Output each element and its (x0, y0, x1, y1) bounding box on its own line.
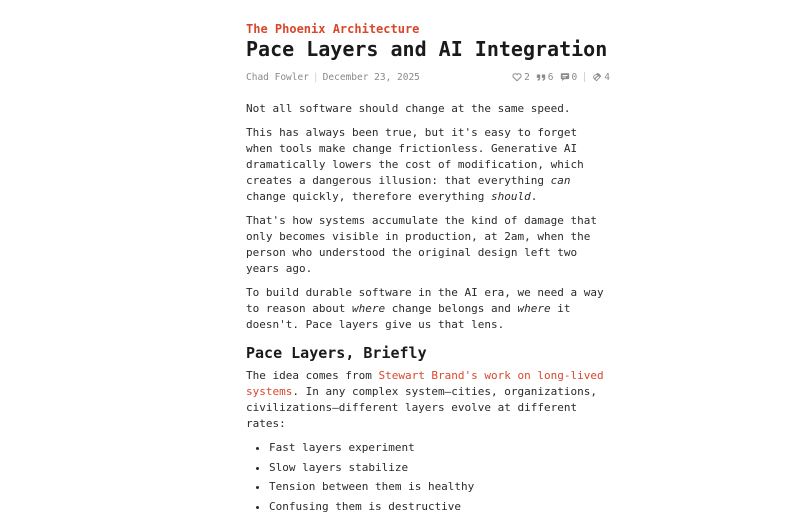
heart-icon (512, 72, 522, 82)
like-count: 2 (524, 71, 530, 83)
post-date: December 23, 2025 (322, 71, 420, 83)
list-item: • Fast layers experiment (269, 440, 610, 456)
comment-count: 0 (571, 71, 578, 83)
paragraph: This has always been true, but it's easy to forget when tools make change frictionless. Generative AI dramatically lowers the cost of modification, which creates a dangerous illusion: that everything can change quickly, therefore everything should. (246, 126, 584, 203)
like-button[interactable] (512, 72, 530, 83)
restack-button[interactable] (536, 72, 554, 83)
author-name[interactable]: Chad Fowler (246, 71, 309, 83)
post-body (246, 101, 610, 518)
comment-button[interactable] (560, 72, 578, 83)
paragraph: That's how systems accumulate the kind of damage that only becomes visible in production, at 2am, when the person who understood the original design left two years ago. (246, 214, 597, 275)
bullet-list (246, 440, 610, 515)
publication-name[interactable]: The Phoenix Architecture (246, 22, 420, 36)
post-stats (512, 72, 610, 83)
share-icon (592, 72, 602, 82)
share-button[interactable] (592, 72, 610, 83)
stats-divider (584, 72, 585, 82)
restack-count: 6 (547, 71, 554, 83)
stewart-brand-link[interactable]: Stewart Brand's work on long-lived systems (246, 369, 604, 398)
quote-icon (536, 72, 546, 82)
section-heading: Pace Layers, Briefly (246, 344, 427, 362)
paragraph: The idea comes from Stewart Brand's work on long-lived systems. In any complex system—cities, organizations, civilizations—different layers evolve at different rates: (246, 369, 604, 430)
list-item: • Tension between them is healthy (269, 479, 610, 495)
list-item: • Confusing them is destructive (269, 499, 610, 515)
share-count: 4 (604, 71, 610, 83)
byline-separator: | (312, 71, 319, 83)
post-title: Pace Layers and AI Integration (246, 37, 608, 61)
comment-icon (560, 72, 570, 82)
post-byline (246, 69, 610, 85)
paragraph: To build durable software in the AI era, we need a way to reason about where change belongs and where it doesn't. Pace layers give us that lens. (246, 286, 604, 331)
paragraph: Not all software should change at the same speed. (246, 102, 571, 115)
list-item: • Slow layers stabilize (269, 460, 610, 476)
